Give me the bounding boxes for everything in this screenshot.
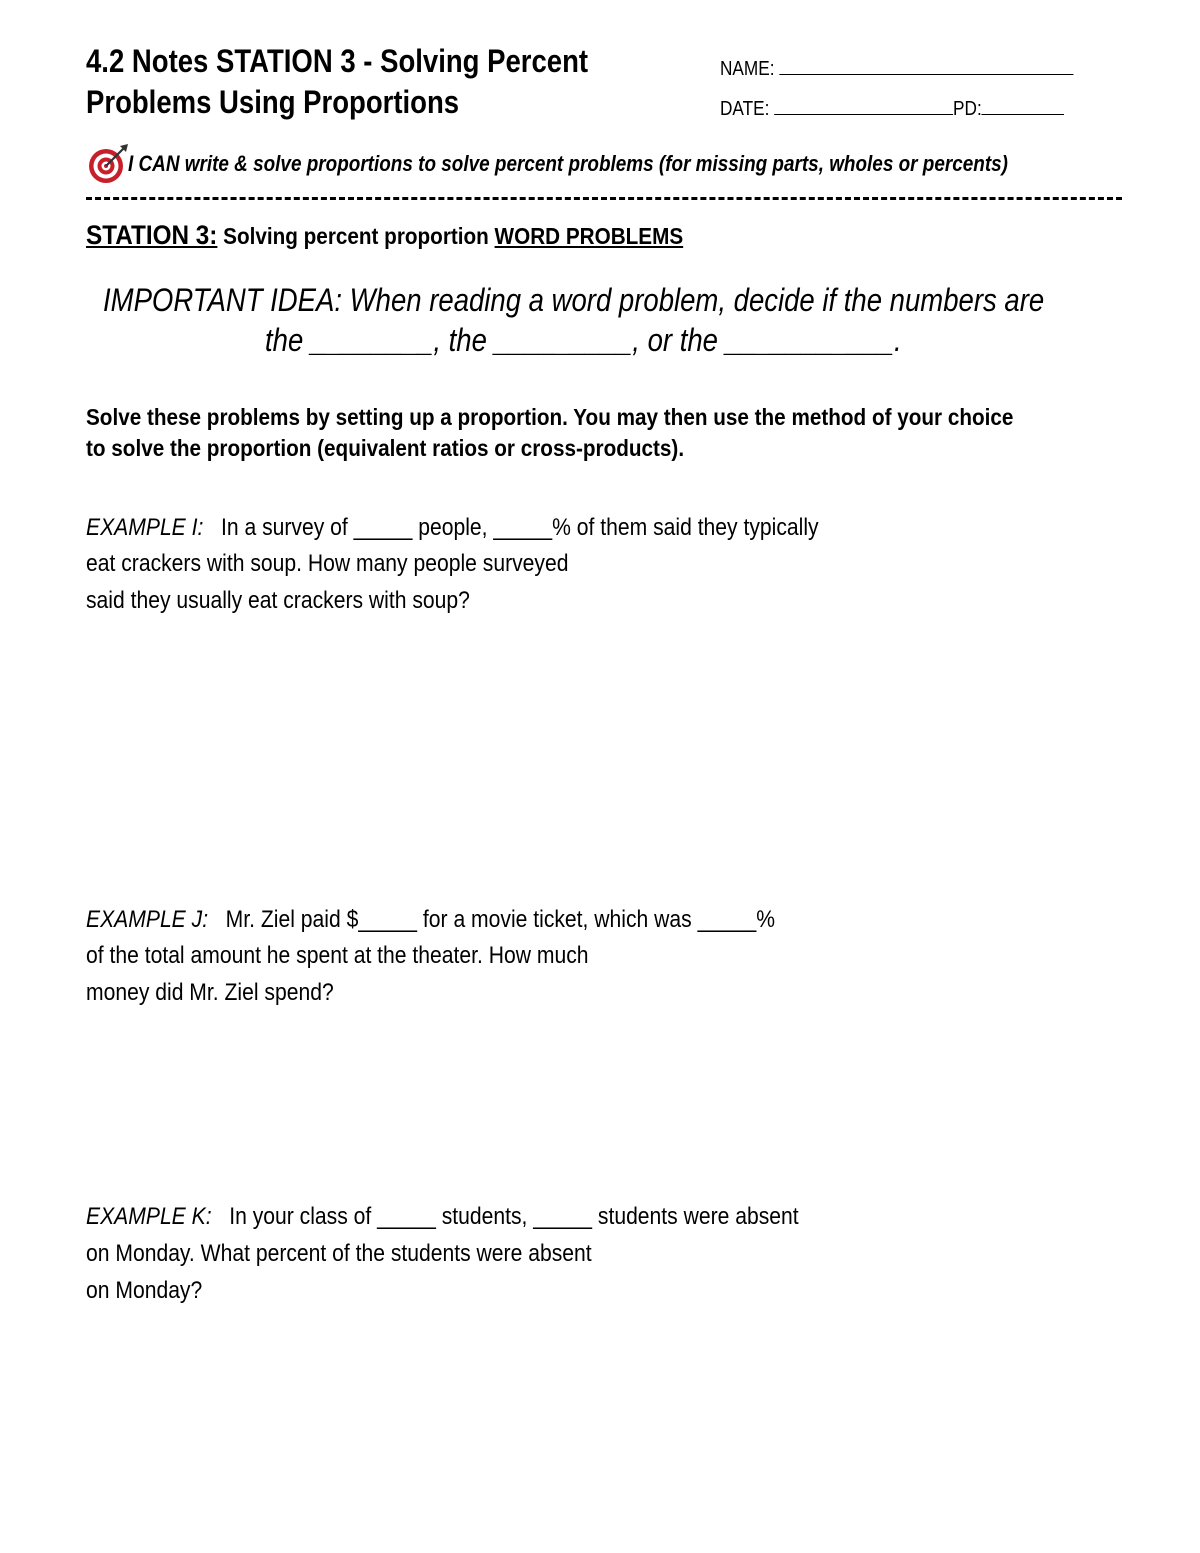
date-row: [720, 96, 1064, 121]
important-idea-line-2: the ________, the _________, or the ___________.: [265, 322, 902, 358]
pd-label: PD:: [953, 98, 982, 120]
example-j-text: Mr. Ziel paid $_____ for a movie ticket, which was _____%: [225, 906, 776, 933]
pd-blank[interactable]: [982, 96, 1065, 115]
example-i-label: EXAMPLE I:: [86, 514, 204, 541]
date-label: DATE:: [720, 98, 770, 120]
example-k-label: EXAMPLE K:: [86, 1203, 212, 1230]
example-k-text: In your class of _____ students, _____ students were absent: [229, 1203, 799, 1230]
name-blank[interactable]: [779, 56, 1073, 75]
dashed-divider: [86, 197, 1122, 200]
example-j-line-3: money did Mr. Ziel spend?: [86, 979, 334, 1006]
name-label: NAME:: [720, 58, 775, 80]
station-subheading-underlined: WORD PROBLEMS: [494, 223, 684, 249]
example-i-text: In a survey of _____ people, _____% of them said they typically: [220, 514, 819, 541]
example-i-line-3: said they usually eat crackers with soup?: [86, 587, 470, 614]
example-j-line-1: [86, 906, 775, 934]
important-idea-line-1: IMPORTANT IDEA: When reading a word problem, decide if the numbers are: [103, 282, 1045, 318]
example-j-line-2: of the total amount he spent at the theater. How much: [86, 942, 589, 969]
example-k-line-1: [86, 1203, 799, 1231]
station-heading: [86, 220, 683, 251]
station-label: STATION 3:: [86, 220, 218, 250]
example-j-label: EXAMPLE J:: [86, 906, 209, 933]
target-icon: [86, 142, 130, 186]
station-subheading: Solving percent proportion: [223, 223, 489, 249]
objective-text: I CAN write & solve proportions to solve percent problems (for missing parts, wholes or percents): [128, 151, 1008, 176]
example-i-line-1: [86, 514, 819, 542]
date-blank[interactable]: [774, 96, 953, 115]
example-i-line-2: eat crackers with soup. How many people surveyed: [86, 550, 569, 577]
name-row: [720, 56, 1073, 81]
instructions-line-2: to solve the proportion (equivalent ratios or cross-products).: [86, 435, 685, 461]
instructions-line-1: Solve these problems by setting up a proportion. You may then use the method of your choice: [86, 404, 1014, 430]
example-k-line-2: on Monday. What percent of the students were absent: [86, 1240, 592, 1267]
page-title-line-1: 4.2 Notes STATION 3 - Solving Percent: [86, 43, 589, 79]
example-k-line-3: on Monday?: [86, 1277, 203, 1304]
page-title-line-2: Problems Using Proportions: [86, 84, 460, 120]
